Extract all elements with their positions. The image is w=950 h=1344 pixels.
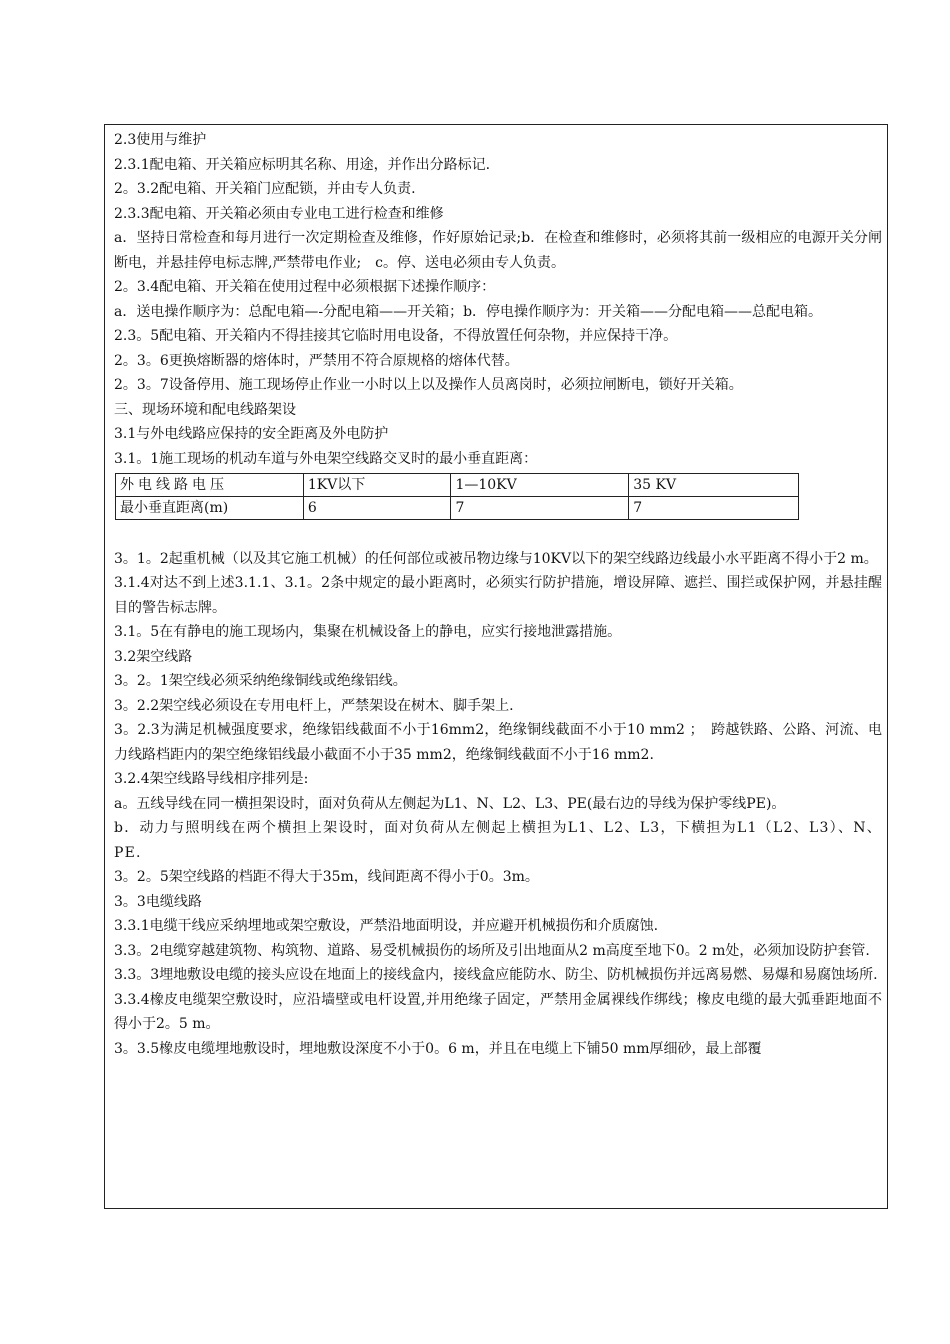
text-line: 3。2。1架空线必须采纳绝缘铜线或绝缘铝线。 [114, 673, 407, 689]
table-cell: 1KV以下 [303, 474, 451, 497]
paragraph: 3。2.3为满足机械强度要求，绝缘铝线截面不小于16mm2，绝缘铜线截面不小于10 mm2 ； 跨越铁路、公路、河流、电力线路档距内的架空绝缘铝线最小截面不小于35 mm2，绝缘铜线截面不小于16 mm2. [114, 722, 882, 763]
text-line: 2.3。5配电箱、开关箱内不得挂接其它临时用电设备，不得放置任何杂物，并应保持干净。 [114, 328, 678, 344]
paragraph: 3.3。3埋地敷设电缆的接头应设在地面上的接线盒内，接线盒应能防水、防尘、防机械损伤并远离易燃、易爆和易腐蚀场所. [114, 967, 878, 983]
text-line: 3.1。1施工现场的机动车道与外电架空线路交叉时的最小垂直距离： [114, 450, 538, 467]
text-line: 2.3.1配电箱、开关箱应标明其名称、用途，并作出分路标记. [114, 156, 491, 173]
table-cell: 7 [451, 497, 629, 520]
text-line: 2。3。7设备停用、施工现场停止作业一小时以上以及操作人员离岗时，必须拉闸断电，锁好开关箱。 [114, 377, 743, 393]
blank-line [114, 522, 882, 547]
table-cell: 35 KV [629, 474, 799, 497]
paragraph: 3.3.4橡皮电缆架空敷设时，应沿墙壁或电杆设置,并用绝缘子固定，严禁用金属裸线作绑线；橡皮电缆的最大弧垂距地面不得小于2。5 m。 [114, 991, 882, 1032]
text-line: 2。3。6更换熔断器的熔体时，严禁用不符合原规格的熔体代替。 [114, 352, 519, 369]
paragraph: a．坚持日常检查和每月进行一次定期检查及维修，作好原始记录;b．在检查和维修时，必须将其前一级相应的电源开关分闸断电，并悬挂停电标志牌,严禁带电作业; c。停、送电必须由专人负责。 [114, 230, 882, 271]
table-cell: 1—10KV [451, 474, 629, 497]
text-line: 3。3.5橡皮电缆埋地敷设时，埋地敷设深度不小于0。6 m，并且在电缆上下铺50 mm厚细砂，最上部覆 [114, 1040, 762, 1057]
paragraph: a．送电操作顺序为：总配电箱—-分配电箱——开关箱；b．停电操作顺序为：开关箱——分配电箱——总配电箱。 [114, 303, 823, 320]
section-heading: 三、现场环境和配电线路架设 [114, 401, 296, 418]
paragraph: a。五线导线在同一横担架设时，面对负荷从左侧起为L1、N、L2、L3、PE(最右边的导线为保护零线PE)。 [114, 795, 786, 812]
table-cell: 最小垂直距离(m) [116, 497, 304, 520]
text-line: 3.2.4架空线路导线相序排列是: [114, 771, 309, 787]
text-line: 2。3.4配电箱、开关箱在使用过程中必须根据下述操作顺序： [114, 279, 496, 295]
text-line: 3。2。5架空线路的档距不得大于35m，线间距离不得小于0。3m。 [114, 869, 539, 885]
section-heading: 3.1与外电线路应保持的安全距离及外电防护 [114, 426, 389, 442]
section-heading: 3.2架空线路 [114, 648, 193, 665]
table-cell: 外电线路电压 [116, 474, 304, 497]
text-line: 3。2.2架空线必须设在专用电杆上，严禁架设在树木、脚手架上. [114, 697, 514, 714]
distance-table [115, 473, 799, 520]
text-line: 2。3.2配电箱、开关箱门应配锁，并由专人负责. [114, 181, 416, 197]
table-cell: 6 [303, 497, 451, 520]
text-line: 3.1。5在有静电的施工现场内，集聚在机械设备上的静电，应实行接地泄露措施。 [114, 624, 622, 640]
section-heading: 3。3电缆线路 [114, 893, 202, 910]
paragraph: 3。1。2起重机械（以及其它施工机械）的任何部位或被吊物边缘与10KV以下的架空线路边线最小水平距离不得小于2 m。 [114, 550, 878, 567]
paragraph: 3.3。2电缆穿越建筑物、构筑物、道路、易受机械损伤的场所及引出地面从2 m高度至地下0。2 m处，必须加设防护套管. [114, 942, 870, 959]
text-line: 3.3.1电缆干线应采纳埋地或架空敷设，严禁沿地面明设，并应避开机械损伤和介质腐蚀. [114, 918, 659, 934]
table-header-row [116, 474, 799, 497]
section-heading: 2.3使用与维护 [114, 132, 207, 148]
table-cell: 7 [629, 497, 799, 520]
document-body [114, 128, 882, 1061]
paragraph: b．动力与照明线在两个横担上架设时，面对负荷从左侧起上横担为L1、L2、L3，下横担为L1（L2、L3）、N、PE. [114, 820, 882, 861]
table-row [116, 497, 799, 520]
text-line: 2.3.3配电箱、开关箱必须由专业电工进行检查和维修 [114, 205, 444, 222]
paragraph: 3.1.4对达不到上述3.1.1、3.1。2条中规定的最小距离时，必须实行防护措施，增设屏障、遮拦、围拦或保护网，并悬挂醒目的警告标志牌。 [114, 575, 882, 616]
